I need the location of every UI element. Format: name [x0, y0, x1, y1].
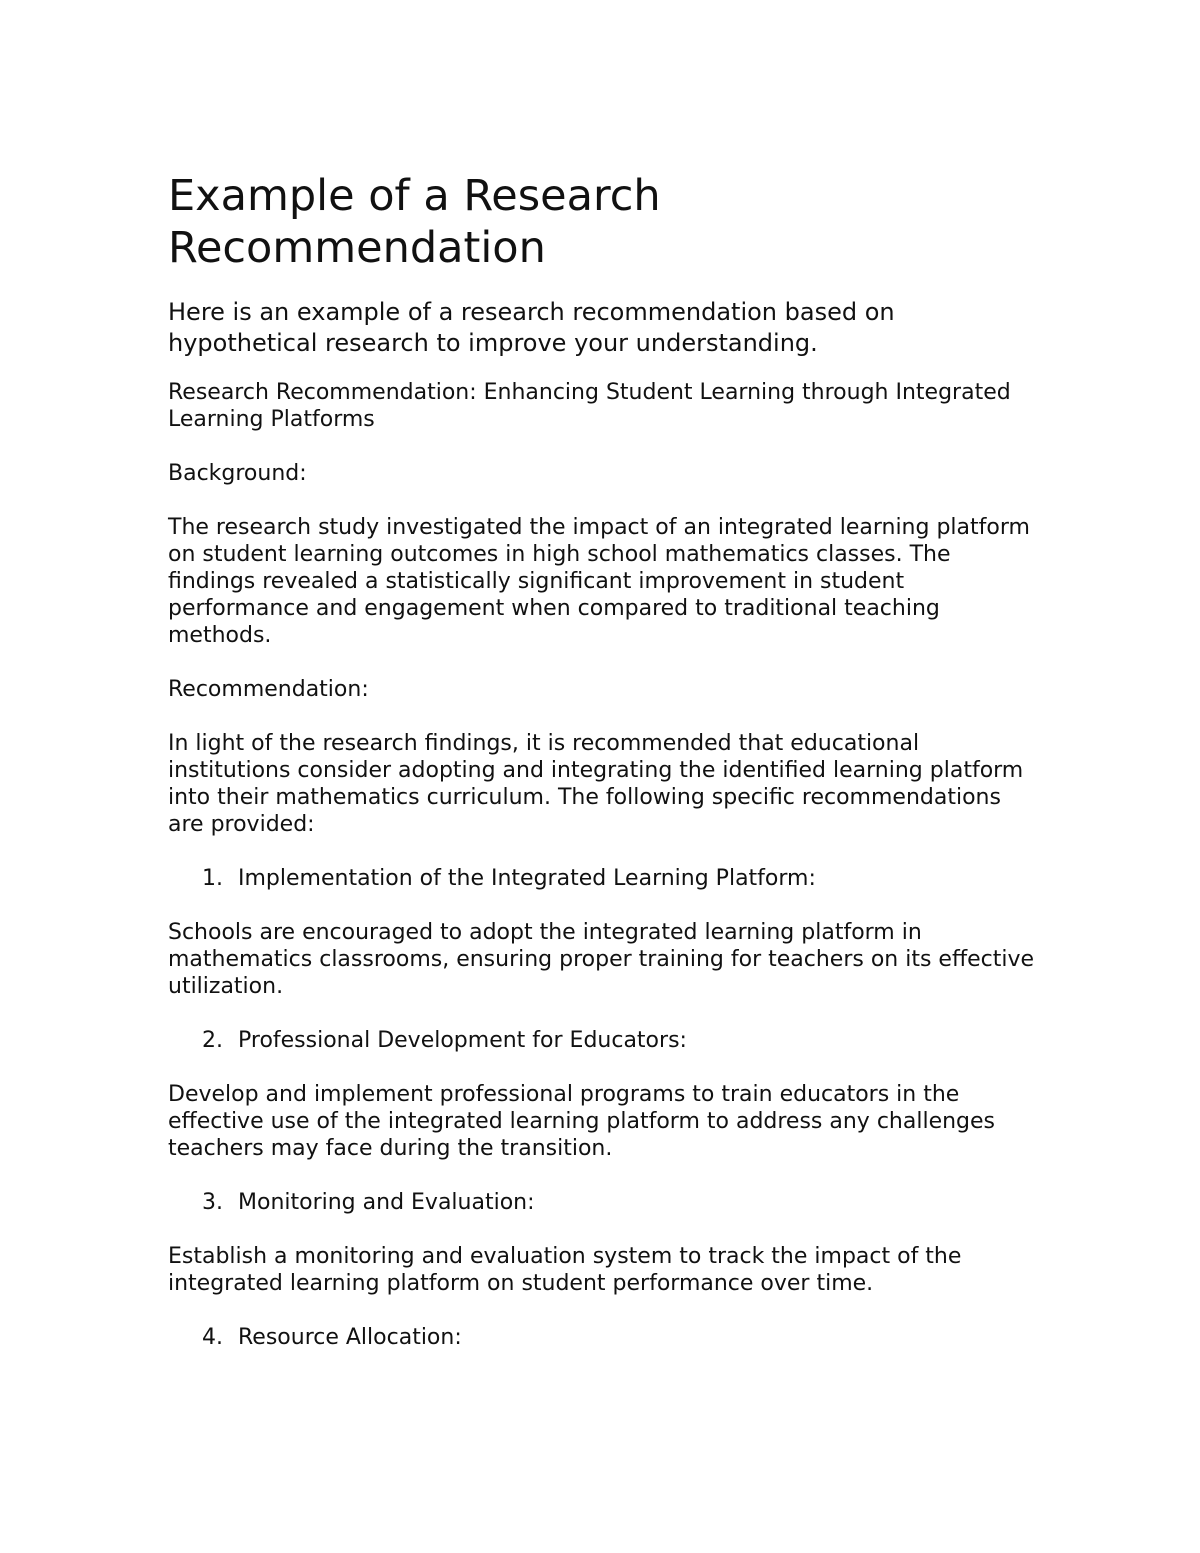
list-item-3-text: Establish a monitoring and evaluation system to track the impact of the integrated learning platform on student performance over time. — [168, 1244, 962, 1296]
document-title: Example of a Research Recommendation — [168, 171, 661, 273]
list-heading: Professional Development for Educators: — [238, 1028, 687, 1053]
document-page — [168, 170, 1038, 1378]
list-item-2 — [168, 1027, 1038, 1054]
list-number: 2. — [202, 1028, 223, 1053]
recommendation-heading: Recommendation: — [168, 677, 369, 702]
background-heading: Background: — [168, 461, 307, 486]
list-number: 1. — [202, 866, 223, 891]
intro-paragraph: Here is an example of a research recommendation based on hypothetical research to improve your understanding. — [168, 298, 895, 357]
background-paragraph: The research study investigated the impact of an integrated learning platform on student learning outcomes in high school mathematics classes. The findings revealed a statistically significant improvement in student performance and engagement when compared to traditional teaching methods. — [168, 515, 1030, 648]
list-heading: Implementation of the Integrated Learning Platform: — [238, 866, 816, 891]
list-number: 3. — [202, 1190, 223, 1215]
list-number: 4. — [202, 1325, 223, 1350]
list-item-3 — [168, 1189, 1038, 1216]
list-heading: Monitoring and Evaluation: — [238, 1190, 535, 1215]
recommendation-title: Research Recommendation: Enhancing Student Learning through Integrated Learning Platforms — [168, 380, 1011, 432]
list-item-1-text: Schools are encouraged to adopt the integrated learning platform in mathematics classrooms, ensuring proper training for teachers on its effective utilization. — [168, 920, 1035, 999]
recommendation-paragraph: In light of the research findings, it is recommended that educational institutions consider adopting and integrating the identified learning platform into their mathematics curriculum. The following specific recommendations are provided: — [168, 731, 1024, 837]
list-item-1 — [168, 865, 1038, 892]
list-heading: Resource Allocation: — [238, 1325, 462, 1350]
list-item-4 — [168, 1324, 1038, 1351]
list-item-2-text: Develop and implement professional programs to train educators in the effective use of the integrated learning platform to address any challenges teachers may face during the transition. — [168, 1082, 996, 1161]
